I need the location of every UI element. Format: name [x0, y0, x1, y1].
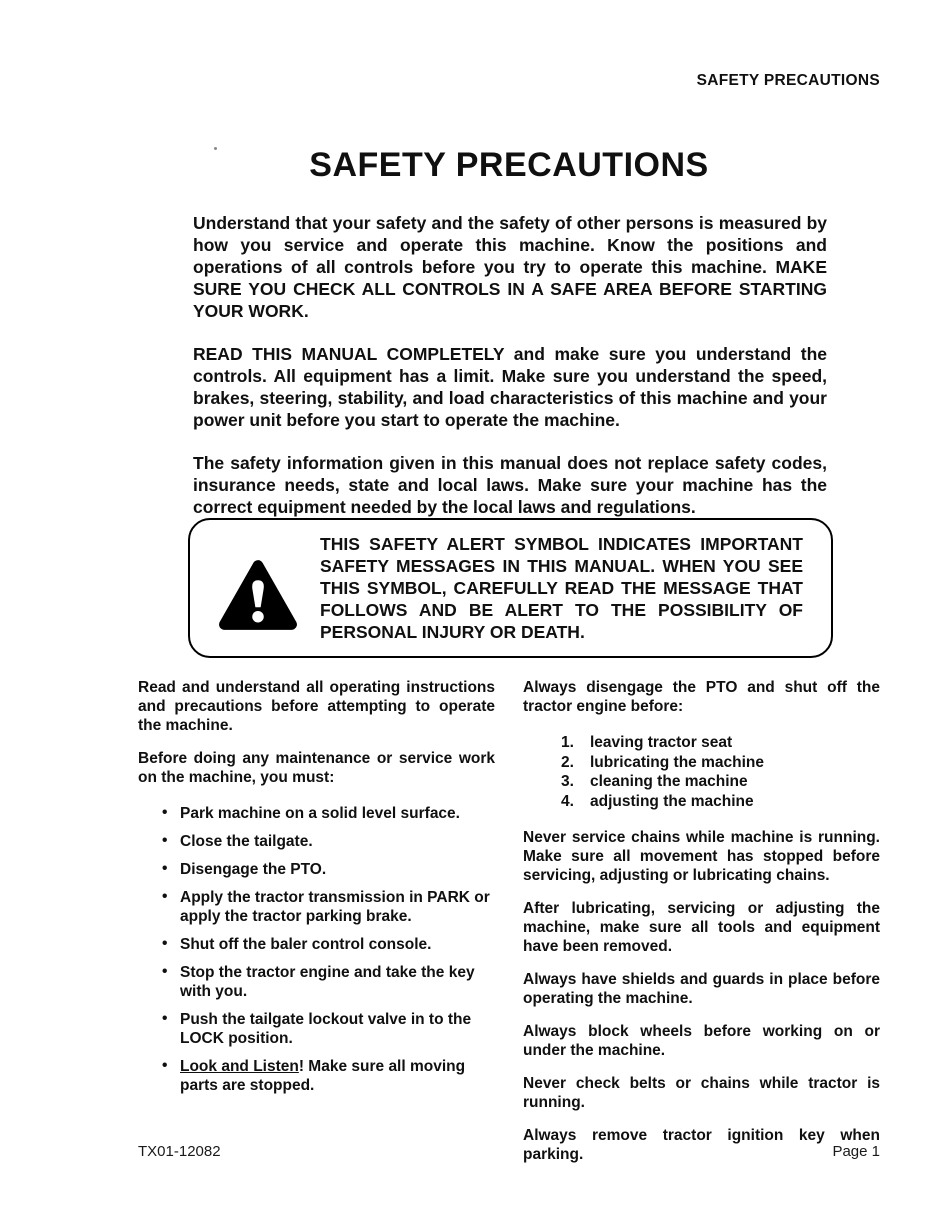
right-column-paragraph: Always have shields and guards in place before operating the machine.: [523, 970, 880, 1007]
document-number: TX01-12082: [138, 1143, 221, 1160]
list-item: [523, 772, 880, 791]
list-item-text: Park machine on a solid level surface.: [180, 805, 460, 822]
list-item: [138, 832, 495, 851]
list-number: 2.: [561, 753, 574, 771]
list-item: [138, 804, 495, 823]
intro-paragraph: The safety information given in this manual does not replace safety codes, insurance needs, state and local laws. Make sure your machine has the correct equipment needed by the local laws and regulations.: [193, 453, 827, 517]
bullet-icon: •: [162, 804, 168, 821]
right-column-paragraph: Never check belts or chains while tractor is running.: [523, 1074, 880, 1111]
bullet-icon: •: [162, 832, 168, 849]
bullet-icon: •: [162, 1010, 168, 1027]
list-item: [138, 1010, 495, 1048]
right-column-paragraph: Always disengage the PTO and shut off the tractor engine before:: [523, 679, 880, 715]
safety-alert-text: THIS SAFETY ALERT SYMBOL INDICATES IMPORTANT SAFETY MESSAGES IN THIS MANUAL. WHEN YOU SEE THIS SYMBOL, CAREFULLY READ THE MESSAGE THAT FOLLOWS AND BE ALERT TO THE POSSIBILITY OF PERSONAL INJURY OR DEATH.: [320, 534, 803, 642]
list-item: [138, 888, 495, 926]
page-number: Page 1: [832, 1143, 880, 1160]
page-title: SAFETY PRECAUTIONS: [309, 145, 709, 184]
list-number: 4.: [561, 792, 574, 810]
list-item: [523, 792, 880, 811]
left-column-paragraph: Before doing any maintenance or service work on the machine, you must:: [138, 750, 495, 786]
list-item-text: leaving tractor seat: [590, 734, 733, 751]
list-number: 3.: [561, 773, 574, 790]
safety-alert-triangle-icon: [216, 557, 300, 633]
intro-section: [193, 212, 827, 539]
bullet-icon: •: [162, 1057, 168, 1074]
intro-paragraph: READ THIS MANUAL COMPLETELY and make sure you understand the controls. All equipment has a limit. Make sure you understand the speed, brakes, steering, stability, and load characteristics of this machine and your power unit before you start to operate the machine.: [193, 344, 827, 430]
pto-shutoff-numbered-list: [523, 733, 880, 811]
page-footer: [138, 1143, 880, 1160]
bullet-icon: •: [162, 860, 168, 877]
right-column-paragraph: Always block wheels before working on or under the machine.: [523, 1022, 880, 1059]
list-number: 1.: [561, 734, 574, 751]
list-item-text: Stop the tractor engine and take the key with you.: [180, 964, 475, 1000]
list-item-text: Apply the tractor transmission in PARK or apply the tractor parking brake.: [180, 889, 490, 925]
list-item-text: Shut off the baler control console.: [180, 936, 432, 953]
list-item: [523, 753, 880, 772]
bullet-icon: •: [162, 935, 168, 952]
two-column-section: [138, 678, 880, 1178]
bullet-icon: •: [162, 963, 168, 980]
list-item-text-underlined: Look and Listen: [180, 1058, 299, 1075]
list-item-text: lubricating the machine: [590, 753, 764, 771]
list-item-text: ! Make sure all moving parts are stopped.: [180, 1058, 466, 1094]
right-column-paragraph: After lubricating, servicing or adjusting the machine, make sure all tools and equipment have been removed.: [523, 899, 880, 955]
left-column-paragraph: Read and understand all operating instructions and precautions before attempting to operate the machine.: [138, 679, 495, 734]
list-item: [138, 935, 495, 954]
list-item: [523, 733, 880, 752]
list-item: [138, 860, 495, 879]
list-item: [138, 963, 495, 1001]
left-column: [138, 678, 495, 1178]
scan-artifact-dot: [214, 147, 217, 150]
list-item-text: cleaning the machine: [590, 773, 748, 790]
running-header: SAFETY PRECAUTIONS: [696, 72, 880, 89]
safety-alert-box: [188, 518, 833, 658]
right-column-paragraph: Never service chains while machine is running. Make sure all movement has stopped before servicing, adjusting or lubricating chains.: [523, 828, 880, 884]
right-column: [523, 678, 880, 1178]
list-item-text: Close the tailgate.: [180, 833, 313, 850]
list-item-text: Push the tailgate lockout valve in to the LOCK position.: [180, 1011, 472, 1047]
list-item: [138, 1057, 495, 1095]
precaution-bullet-list: [138, 804, 495, 1095]
list-item-text: adjusting the machine: [590, 792, 754, 810]
intro-paragraph: Understand that your safety and the safety of other persons is measured by how you service and operate this machine. Know the positions and operations of all controls before you try to operate this machine. MAKE SURE YOU CHECK ALL CONTROLS IN A SAFE AREA BEFORE STARTING YOUR WORK.: [193, 213, 827, 321]
bullet-icon: •: [162, 888, 168, 905]
list-item-text: Disengage the PTO.: [180, 861, 327, 878]
right-column-paragraph: Always remove tractor ignition key when parking.: [523, 1126, 880, 1163]
